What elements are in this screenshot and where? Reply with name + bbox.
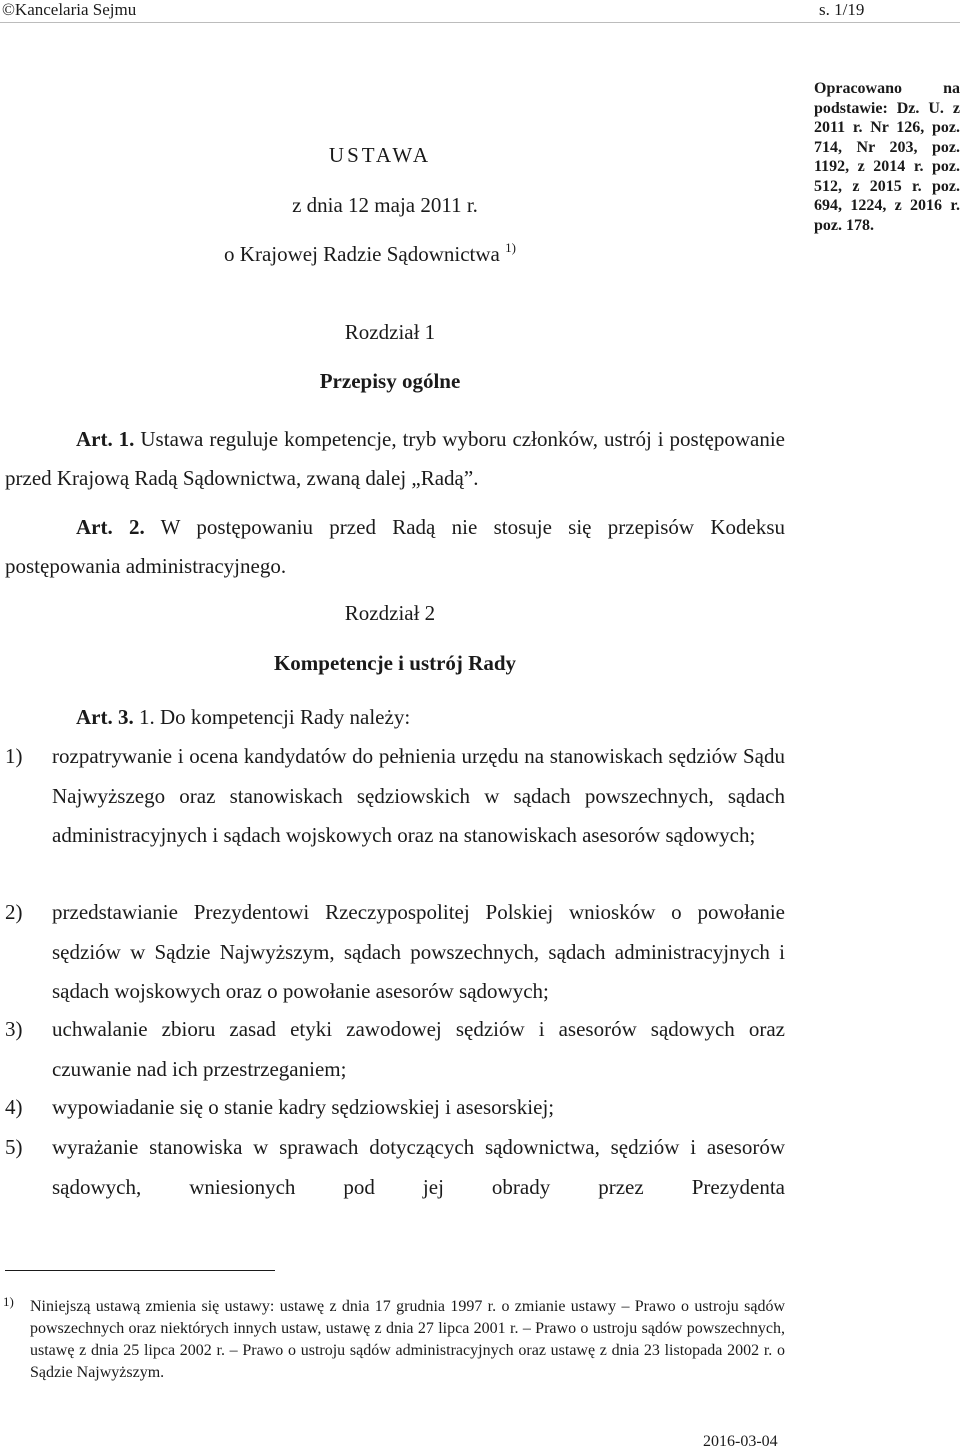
article-3-intro — [76, 698, 776, 737]
header-divider — [0, 22, 960, 23]
list-item: rozpatrywanie i ocena kandydatów do pełnienia urzędu na stanowiskach sędziów Sądu Najwyższego oraz stanowiskach sędziowskich w sądach powszechnych, sądach administracyjnych i sądach wojskowych oraz na stanowiskach asesorów sądowych; — [52, 744, 785, 847]
article-2-text: W postępowaniu przed Radą nie stosuje się przepisów Kodeksu postępowania administracyjnego. — [5, 515, 786, 578]
list-item-number: 1) — [5, 744, 23, 768]
list-item-number: 3) — [5, 1017, 23, 1041]
footnote-mark: 1) — [3, 1294, 14, 1309]
chapter-2-number: Rozdział 2 — [344, 601, 436, 625]
document-date: z dnia 12 maja 2011 r. — [292, 193, 478, 217]
list-item-number: 2) — [5, 900, 23, 924]
list-item: wypowiadanie się o stanie kadry sędziowskiej i asesorskiej; — [52, 1095, 555, 1119]
list-item: wyrażanie stanowiska w sprawach dotyczących sądownictwa, sędziów i asesorów sądowych, wniesionych pod jej obrady przez Prezydenta — [52, 1135, 785, 1199]
source-note: Opracowano na podstawie: Dz. U. z 2011 r. Nr 126, poz. 714, Nr 203, poz. 1192, z 2014 r. poz. 512, z 2015 r. poz. 694, 1224, z 2016 r. poz. 178. — [814, 80, 960, 234]
article-2 — [5, 508, 785, 586]
footnote-text: Niniejszą ustawą zmienia się ustawy: ustawę z dnia 17 grudnia 1997 r. o zmianie ustawy – Prawo o ustroju sądów powszechnych oraz niektórych innych ustaw, ustawę z dnia 27 lipca 2001 r. – Prawo o ustroju sądów powszechnych, ustawę z dnia 25 lipca 2002 r. – Prawo o ustroju sądów administracyjnych oraz ustawę z dnia 23 listopada 2002 r. o Sądzie Najwyższym. — [30, 1298, 785, 1381]
chapter-1-title: Przepisy ogólne — [319, 369, 461, 393]
footnote-reference[interactable]: 1) — [505, 240, 516, 255]
document-date-stamp: 2016-03-04 — [703, 1433, 778, 1450]
article-1-text: Ustawa reguluje kompetencje, tryb wyboru członków, ustrój i postępowanie przed Krajową Radą Sądownictwa, zwaną dalej „Radą”. — [5, 427, 785, 490]
chapter-2-title: Kompetencje i ustrój Rady — [273, 651, 517, 675]
document-type: USTAWA — [328, 143, 432, 167]
article-1 — [5, 420, 785, 498]
list-item-number: 5) — [5, 1135, 23, 1159]
subject-text: o Krajowej Radzie Sądownictwa — [224, 242, 500, 266]
article-2-label: Art. 2. — [76, 515, 145, 539]
article-3-intro-text: 1. Do kompetencji Rady należy: — [138, 705, 411, 729]
list-item-number: 4) — [5, 1095, 23, 1119]
document-subject — [190, 240, 550, 267]
list-item: przedstawianie Prezydentowi Rzeczypospolitej Polskiej wniosków o powołanie sędziów w Sądzie Najwyższym, sądach powszechnych, sądach administracyjnych i sądach wojskowych oraz o powołanie asesorów sądowych; — [52, 900, 785, 1003]
article-3-label: Art. 3. — [76, 705, 134, 729]
chapter-1-number: Rozdział 1 — [344, 320, 436, 344]
article-1-label: Art. 1. — [76, 427, 135, 451]
header-source: ©Kancelaria Sejmu — [2, 0, 137, 19]
footnote-divider — [5, 1270, 275, 1271]
list-item: uchwalanie zbioru zasad etyki zawodowej sędziów i asesorów sądowych oraz czuwanie nad ich przestrzeganiem; — [52, 1017, 785, 1081]
page-number: s. 1/19 — [819, 0, 865, 19]
